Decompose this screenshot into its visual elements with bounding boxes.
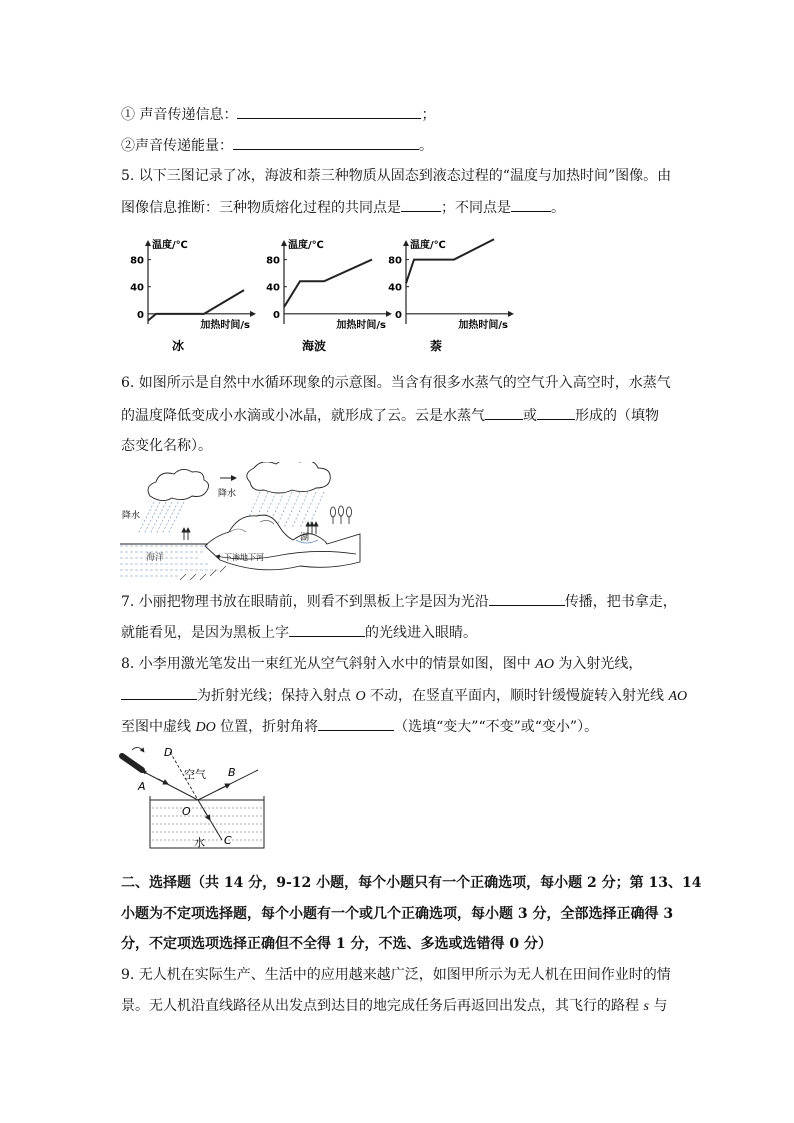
- label-C: C: [224, 834, 232, 847]
- q6-blank-2[interactable]: [537, 405, 575, 420]
- q5-line2-c: 。: [551, 200, 565, 216]
- label-ocean: 海洋: [146, 553, 165, 563]
- q4-line1-suffix: ；: [421, 107, 436, 123]
- y-tick-label: 0: [395, 309, 402, 321]
- cloud-right: [247, 462, 330, 493]
- melting-chart-1: [266, 238, 392, 331]
- q6-line3: 态变化名称）。: [121, 438, 212, 454]
- label-water: 水: [194, 836, 205, 849]
- label-rain-right: 降水: [218, 489, 237, 499]
- y-tick-label: 80: [266, 255, 280, 267]
- label-O: O: [182, 805, 191, 818]
- y-tick-label: 80: [388, 255, 402, 267]
- q8-blank-1[interactable]: [121, 685, 197, 700]
- y-axis-arrow-icon: [403, 240, 409, 246]
- melting-charts: [118, 232, 518, 357]
- section2-line3: 分，不定项选项选择正确但不全得 1 分，不选、多选或选错得 0 分）: [121, 936, 552, 952]
- q5-line2: [121, 197, 565, 218]
- q9-line1: 9. 无人机在实际生产、生活中的应用越来越广泛，如图甲所示为无人机在田间作业时的情: [121, 967, 671, 983]
- q5-blank-common[interactable]: [401, 197, 441, 212]
- q8-line3-a: 至图中虚线: [121, 719, 196, 735]
- melting-chart-0: [130, 238, 256, 331]
- label-air: 空气: [184, 768, 206, 781]
- q9-s: s: [643, 999, 649, 1014]
- water-container: [150, 796, 264, 848]
- cloud-left: [148, 469, 209, 500]
- y-tick-label: 0: [273, 309, 280, 321]
- label-lake: 湖: [300, 533, 310, 543]
- label-A: A: [138, 780, 146, 793]
- q8-line1-a: 8. 小李用激光笔发出一束红光从空气斜射入水中的情景如图，图中: [121, 656, 536, 672]
- refraction-figure: [118, 744, 268, 854]
- q8-do: DO: [195, 720, 216, 735]
- q4-line1: [121, 104, 435, 125]
- q8-ao-2: AO: [668, 689, 688, 704]
- q5-line2-a: 图像信息推断：三种物质熔化过程的共同点是: [121, 200, 401, 216]
- rotate-arrow-icon: [132, 747, 144, 752]
- q6-line1: 6. 如图所示是自然中水循环现象的示意图。当含有很多水蒸气的空气升入高空时，水蒸气: [121, 375, 671, 391]
- q5-line1: 5. 以下三图记录了冰，海波和萘三种物质从固态到液态过程的“温度与加热时间”图像。由: [121, 168, 672, 184]
- x-axis-arrow-icon: [508, 311, 514, 317]
- q7-line1: [121, 591, 677, 612]
- q8-line1-b: 为入射光线，: [553, 656, 643, 672]
- x-axis-arrow-icon: [250, 311, 256, 317]
- q9-line2-b: 与: [648, 998, 668, 1014]
- label-underground-river: 下渗地下河: [224, 553, 264, 562]
- label-rain-left: 降水: [122, 511, 141, 521]
- q8-line1: [121, 654, 642, 675]
- q9-line2: [121, 996, 667, 1017]
- y-axis-arrow-icon: [281, 240, 287, 246]
- x-axis-arrow-icon: [386, 311, 392, 317]
- q7-line2: [121, 622, 477, 643]
- y-axis-arrow-icon: [145, 240, 151, 246]
- water-cycle-figure: [120, 462, 362, 580]
- ocean: [120, 546, 220, 576]
- chart-caption-ice: 冰: [171, 339, 185, 353]
- q8-line2-b: 不动，在竖直平面内，顺时针缓慢旋转入射光线: [365, 688, 669, 704]
- q4-line2: [121, 135, 433, 156]
- q4-line1-prefix: ① 声音传递信息：: [121, 107, 238, 123]
- y-axis-label: 温度/℃: [288, 240, 324, 251]
- q8-line2: [121, 685, 687, 707]
- section2-line2: 小题为不定项选择题，每个小题有一个或几个正确选项，每小题 3 分，全部选择正确得 3: [121, 906, 674, 922]
- q6-blank-1[interactable]: [485, 405, 523, 420]
- y-axis-label: 温度/℃: [152, 240, 188, 251]
- q6-line2-a: 的温度降低变成小水滴或小冰晶，就形成了云。云是水蒸气: [121, 408, 485, 424]
- y-axis-label: 温度/℃: [410, 240, 446, 251]
- q5-line2-b: ；不同点是: [441, 200, 511, 216]
- q7-line1-b: 传播，把书拿走，: [564, 594, 677, 610]
- q6-line2-c: 形成的（填物: [575, 408, 659, 424]
- q7-line2-a: 就能看见，是因为黑板上字: [121, 625, 289, 641]
- q6-line2: [121, 405, 659, 426]
- data-line: [284, 260, 372, 307]
- laser-pointer-icon: [122, 756, 146, 773]
- q6-line2-b: 或: [523, 408, 537, 424]
- label-B: B: [228, 766, 236, 779]
- section2-line1: 二、选择题（共 14 分，9-12 小题，每个小题只有一个正确选项，每小题 2 分；第 13、14: [121, 875, 702, 891]
- q8-o: O: [355, 689, 366, 704]
- y-tick-label: 40: [266, 282, 280, 294]
- q4-blank-2[interactable]: [233, 135, 419, 150]
- q8-line3-c: （选填“变大”“不变”或“变小”）。: [394, 719, 599, 735]
- q9-line2-a: 景。无人机沿直线路径从出发点到达目的地完成任务后再返回出发点，其飞行的路程: [121, 998, 644, 1014]
- melting-chart-2: [388, 238, 514, 331]
- data-line: [148, 290, 244, 321]
- q8-blank-2[interactable]: [318, 716, 394, 731]
- chart-caption-naph: 萘: [429, 339, 443, 353]
- rain-left: [138, 502, 184, 534]
- x-axis-label: 加热时间/s: [200, 319, 250, 331]
- q4-blank-1[interactable]: [237, 104, 421, 119]
- q4-line2-prefix: ②声音传递能量：: [121, 138, 233, 154]
- y-tick-label: 0: [137, 309, 144, 321]
- y-tick-label: 40: [130, 282, 144, 294]
- trees-icon: [331, 506, 352, 524]
- x-axis-label: 加热时间/s: [336, 319, 386, 331]
- chart-caption-hypo: 海波: [301, 339, 327, 353]
- q7-line2-b: 的光线进入眼睛。: [365, 625, 477, 641]
- q7-blank-1[interactable]: [489, 591, 565, 606]
- x-axis-label: 加热时间/s: [458, 319, 508, 331]
- q4-line2-suffix: 。: [419, 138, 433, 154]
- q7-blank-2[interactable]: [289, 622, 365, 637]
- q8-ao-1: AO: [535, 657, 554, 672]
- label-D: D: [164, 746, 173, 759]
- q8-line3: [121, 716, 598, 738]
- q8-line2-a: 为折射光线；保持入射点: [197, 688, 356, 704]
- q8-line3-b: 位置，折射角将: [215, 719, 319, 735]
- y-tick-label: 80: [130, 255, 144, 267]
- q7-line1-a: 7. 小丽把物理书放在眼睛前，则看不到黑板上字是因为光沿: [121, 594, 489, 610]
- q5-blank-diff[interactable]: [511, 197, 551, 212]
- y-tick-label: 40: [388, 282, 402, 294]
